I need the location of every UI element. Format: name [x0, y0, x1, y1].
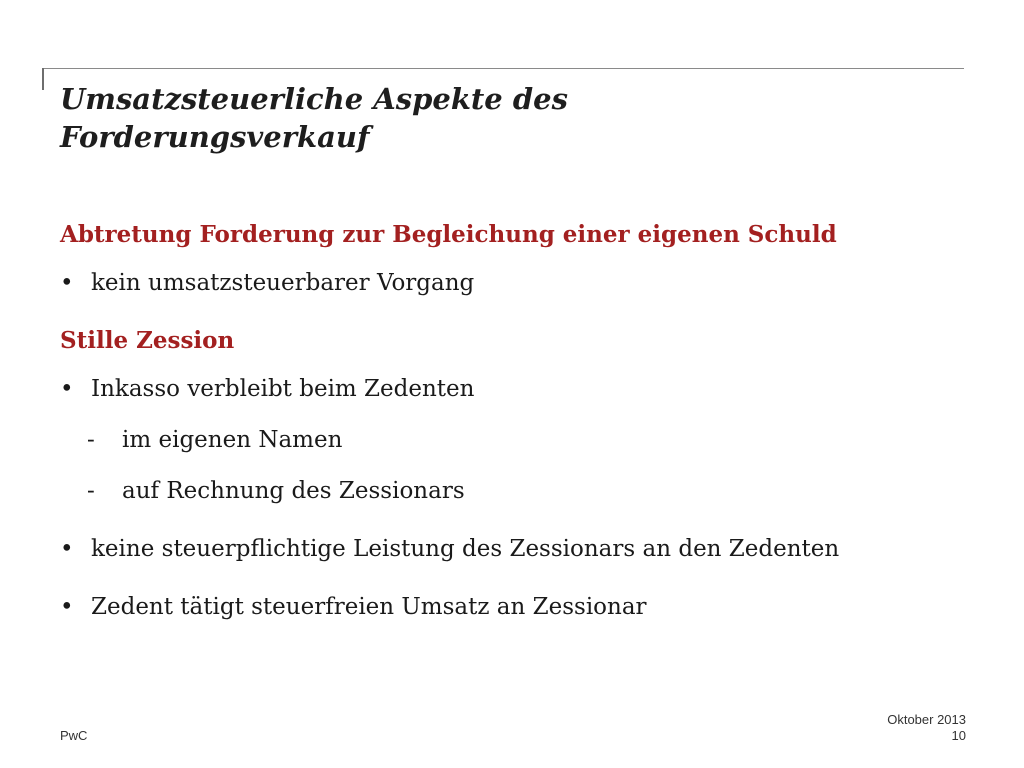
bullet-text: Zedent tätigt steuerfreien Umsatz an Zessionar [91, 594, 647, 620]
slide-body [60, 220, 960, 622]
page-number: 10 [951, 728, 966, 743]
sub-bullet-item [60, 476, 960, 506]
section-heading-abtretung: Abtretung Forderung zur Begleichung einer eigenen Schuld [60, 221, 837, 248]
bullet-icon: • [60, 536, 74, 562]
bullet-icon: • [60, 594, 74, 620]
bullet-icon: • [60, 376, 74, 402]
slide-title [60, 80, 940, 156]
footer-date: Oktober 2013 [887, 712, 966, 727]
slide-title-line-1: Umsatzsteuerliche Aspekte des [60, 82, 568, 116]
bullet-item [60, 268, 960, 298]
footer-brand: PwC [60, 728, 88, 743]
dash-icon: - [87, 478, 95, 504]
sub-bullet-text: auf Rechnung des Zessionars [122, 478, 465, 504]
header-rule [42, 68, 964, 69]
bullet-item [60, 374, 960, 404]
bullet-icon: • [60, 270, 74, 296]
footer-meta [887, 712, 966, 744]
sub-bullet-item [60, 425, 960, 455]
bullet-text: Inkasso verbleibt beim Zedenten [91, 376, 475, 402]
bullet-item [60, 534, 960, 564]
slide-title-line-2: Forderungsverkauf [60, 120, 370, 154]
dash-icon: - [87, 427, 95, 453]
section-heading-stille-zession: Stille Zession [60, 327, 235, 354]
sub-bullet-text: im eigenen Namen [122, 427, 343, 453]
corner-tick [42, 68, 44, 90]
bullet-item [60, 592, 960, 622]
bullet-text: keine steuerpflichtige Leistung des Zessionars an den Zedenten [91, 536, 840, 562]
bullet-text: kein umsatzsteuerbarer Vorgang [91, 270, 475, 296]
